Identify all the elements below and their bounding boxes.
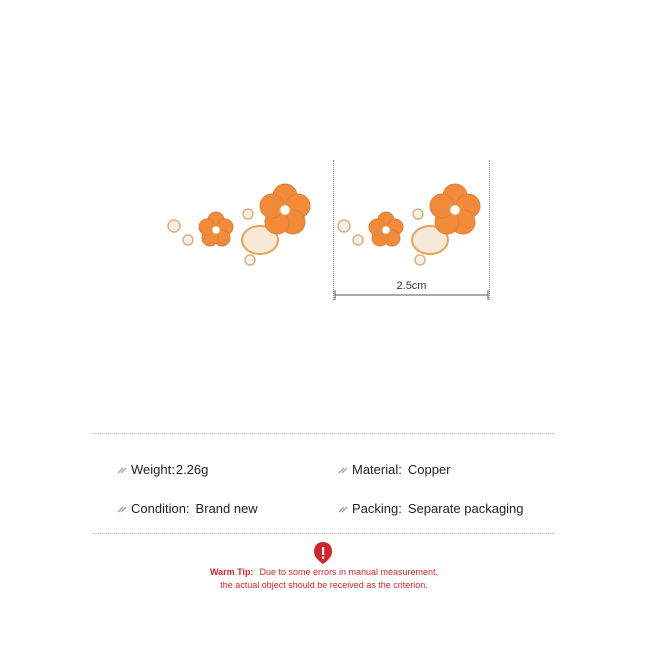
warm-tip-line2: the actual object should be received as the criterion. — [220, 580, 428, 590]
spec-condition-label: Condition: — [131, 501, 190, 516]
leaf-bullet-icon — [338, 465, 348, 475]
earring-product-image-left — [160, 170, 330, 280]
spec-material-label: Material: — [352, 462, 402, 477]
spec-condition — [117, 501, 258, 516]
spec-packing-label: Packing: — [352, 501, 402, 516]
leaf-bullet-icon — [338, 504, 348, 514]
spec-condition-value: Brand new — [195, 501, 258, 516]
warning-icon — [311, 541, 335, 565]
spec-packing — [338, 501, 524, 516]
spec-weight-value: 2.26g — [175, 462, 209, 477]
dimension-label: 2.5cm — [396, 280, 427, 292]
earring-product-image-right — [330, 170, 500, 280]
dimension-guide-right — [489, 160, 490, 300]
leaf-bullet-icon — [117, 504, 127, 514]
warm-tip-title: Warm Tip: — [209, 567, 254, 577]
warm-tip-line1 — [0, 567, 648, 577]
spec-weight — [117, 462, 208, 477]
spec-weight-label: Weight: — [131, 462, 175, 477]
leaf-bullet-icon — [117, 465, 127, 475]
spec-material — [338, 462, 451, 477]
warm-tip-text-1: Due to some errors in manual measurement, — [259, 567, 439, 577]
divider-top — [93, 433, 555, 434]
spec-packing-value: Separate packaging — [407, 501, 524, 516]
divider-bottom — [93, 533, 555, 534]
spec-material-value: Copper — [407, 462, 451, 477]
dimension-guide-left — [333, 160, 334, 300]
